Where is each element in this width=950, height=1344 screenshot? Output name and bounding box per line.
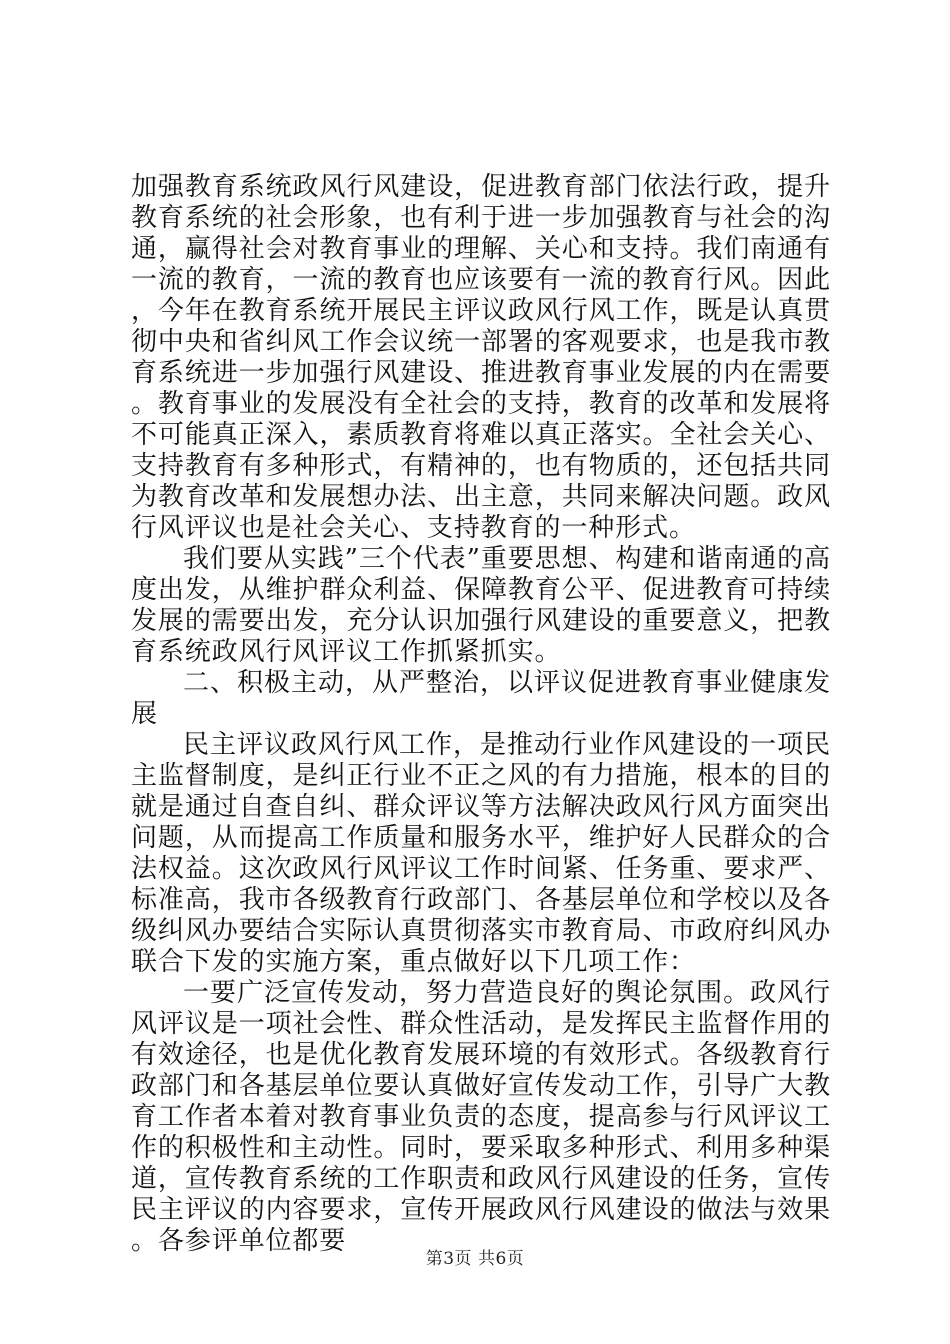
paragraph-4: 一要广泛宣传发动，努力营造良好的舆论氛围。政风行风评议是一项社会性、群众性活动，是发挥民主监督作用的有效途径，也是优化教育发展环境的有效形式。各级教育行政部门和各基层单位要认真做好宣传发动工作，引导广大教育工作者本着对教育事业负责的态度，提高参与行风评议工作的积极性和主动性。同时，要采取多种形式、利用多种渠道，宣传教育系统的工作职责和政风行风建设的任务，宣传民主评议的内容要求，宣传开展政风行风建设的做法与效果。各参评单位都要	[131, 978, 831, 1256]
document-body	[131, 172, 831, 1257]
paragraph-3: 民主评议政风行风工作，是推动行业作风建设的一项民主监督制度，是纠正行业不正之风的有力措施，根本的目的就是通过自查自纠、群众评议等方法解决政风行风方面突出问题，从而提高工作质量和服务水平，维护好人民群众的合法权益。这次政风行风评议工作时间紧、任务重、要求严、标准高，我市各级教育行政部门、各基层单位和学校以及各级纠风办要结合实际认真贯彻落实市教育局、市政府纠风办联合下发的实施方案，重点做好以下几项工作：	[131, 730, 831, 977]
page-number-footer: 第3页 共6页	[425, 1249, 525, 1269]
paragraph-2: 我们要从实践”三个代表”重要思想、构建和谐南通的高度出发，从维护群众利益、保障教育公平、促进教育可持续发展的需要出发，充分认识加强行风建设的重要意义，把教育系统政风行风评议工作抓紧抓实。	[131, 544, 831, 667]
paragraph-1: 加强教育系统政风行风建设，促进教育部门依法行政，提升教育系统的社会形象，也有利于进一步加强教育与社会的沟通，赢得社会对教育事业的理解、关心和支持。我们南通有一流的教育，一流的教育也应该要有一流的教育行风。因此，今年在教育系统开展民主评议政风行风工作，既是认真贯彻中央和省纠风工作会议统一部署的客观要求，也是我市教育系统进一步加强行风建设、推进教育事业发展的内在需要。教育事业的发展没有全社会的支持，教育的改革和发展将不可能真正深入，素质教育将难以真正落实。全社会关心、支持教育有多种形式，有精神的，也有物质的，还包括共同为教育改革和发展想办法、出主意，共同来解决问题。政风行风评议也是社会关心、支持教育的一种形式。	[131, 172, 831, 543]
section-heading: 二、积极主动，从严整治，以评议促进教育事业健康发展	[131, 668, 831, 729]
